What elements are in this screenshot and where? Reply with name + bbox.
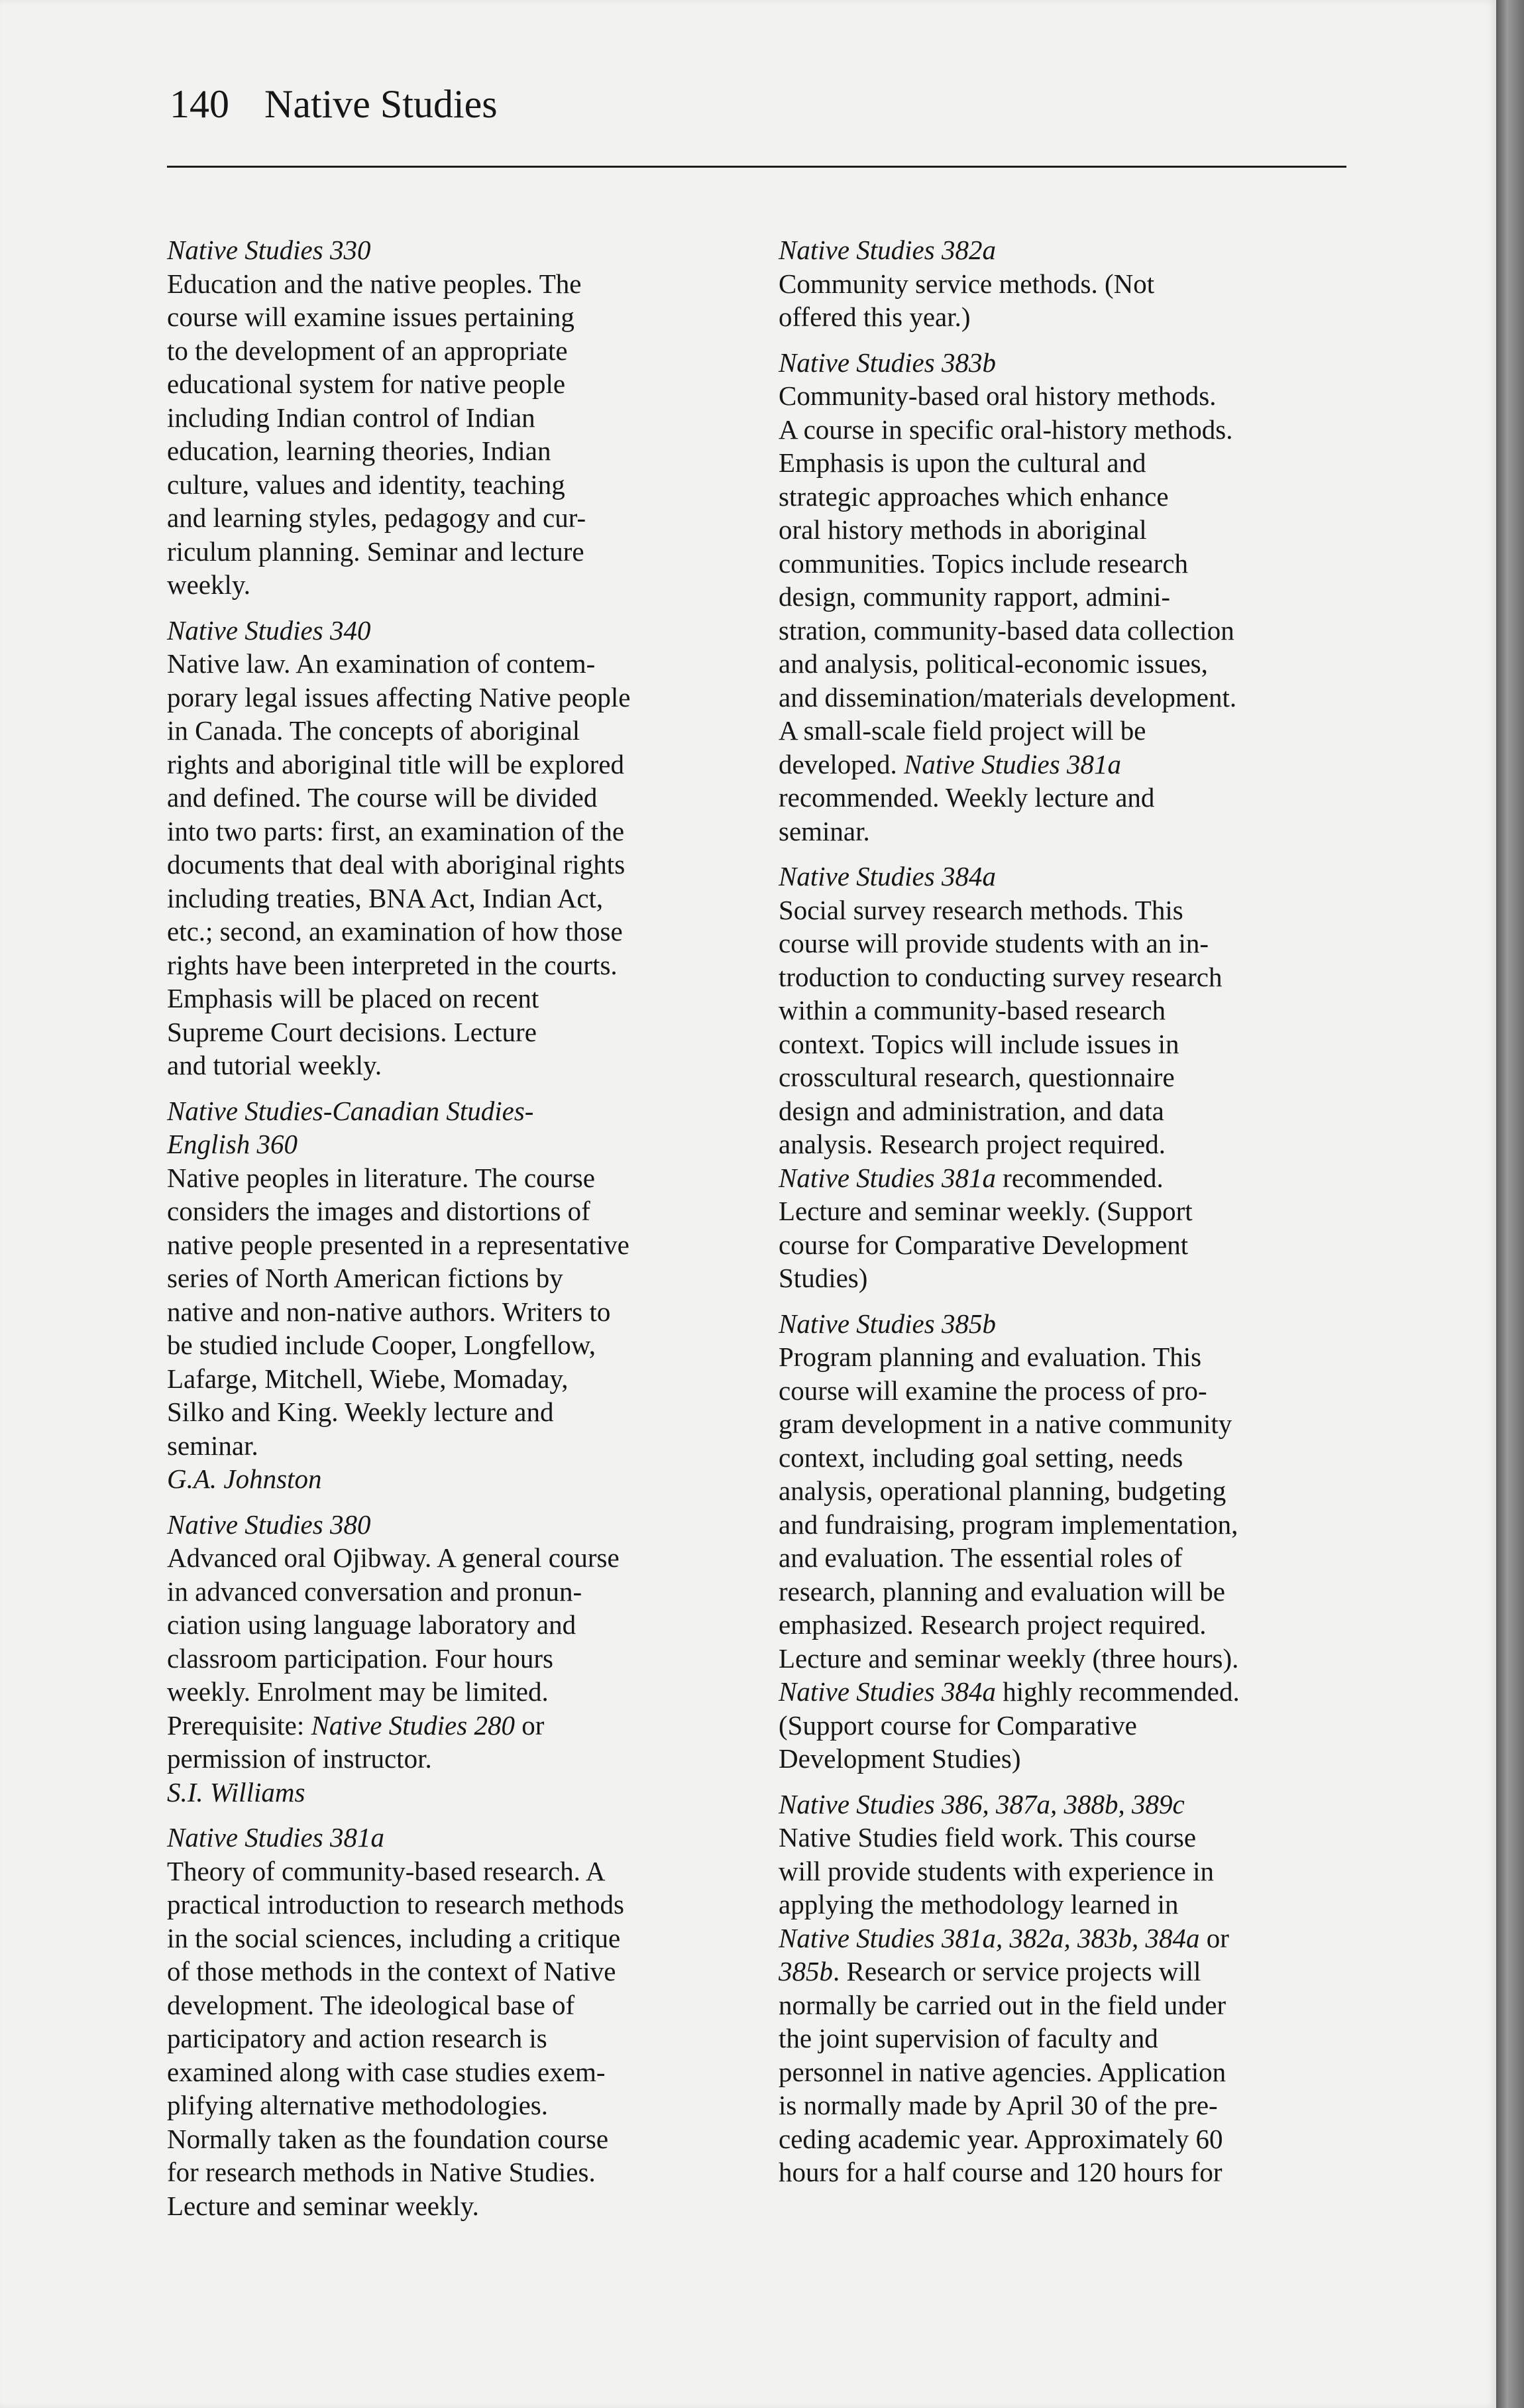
course-entry-330: [167, 233, 737, 602]
course-entry-380: [167, 1508, 737, 1809]
course-entry-381a: [167, 1821, 737, 2222]
description-text: . Research or service projects will normally be carried out in the field under the joint supervision of faculty and personnel in native agencies. Application is normally made by April 30 of the pre- ceding academic year. Approximately 60 hours for a half course and 120 hours for: [779, 1956, 1226, 2187]
course-entry-340: [167, 614, 737, 1082]
course-title: Native Studies 383b: [779, 347, 996, 378]
course-description: [167, 1541, 737, 1776]
course-title: Native Studies-Canadian Studies- English 360: [167, 1095, 534, 1159]
course-reference: Native Studies 280: [311, 1709, 515, 1741]
description-text: Advanced oral Ojibway. A general course in advanced conversation and pronun- ciation using language laboratory and classroom participation. Four hours weekly. Enrolment may be limited. Prerequisite:: [167, 1542, 620, 1741]
description-text: recommended. Lecture and seminar weekly. (Support course for Comparative Development Studies): [779, 1162, 1193, 1293]
course-title: Native Studies 382a: [779, 235, 996, 265]
description-text: Program planning and evaluation. This course will examine the process of pro- gram development in a native community context, including goal setting, needs analysis, operational planning, budgeting and fundraising, program implementation, and evaluation. The essential roles of research, planning and evaluation will be emphasized. Research project required. Lecture and seminar weekly (three hours).: [779, 1342, 1239, 1674]
course-title: Native Studies 340: [167, 614, 371, 646]
description-text: or: [1206, 1922, 1229, 1953]
course-instructor: S.I. Williams: [167, 1776, 305, 1807]
page-number: 140: [170, 82, 229, 126]
description-text: Community-based oral history methods. A course in specific oral-history methods. Emphasis is upon the cultural and strategic approaches which enhance oral history methods in aboriginal communities. Topics include research design, community rapport, admini- stration, community-based data collection and analysis, political-economic issues, and dissemination/materials development. A small-scale field project will be developed.: [779, 380, 1237, 779]
header-rule: [167, 166, 1346, 168]
course-description: Theory of community-based research. A practical introduction to research methods in the social sciences, including a critique of those methods in the context of Native development. The ideological base of participatory and action research is examined along with case studies exem- plifying alternative methodologies. Normally taken as the foundation course for research methods in Native Studies. Lecture and seminar weekly.: [167, 1855, 624, 2221]
course-title: Native Studies 385b: [779, 1308, 996, 1339]
course-reference: Native Studies 381a: [779, 1162, 996, 1193]
course-entry-360: [167, 1094, 737, 1496]
course-title: Native Studies 386, 387a, 388b, 389c: [779, 1788, 1185, 1819]
course-title: Native Studies 380: [167, 1509, 371, 1540]
course-entry-385b: [779, 1307, 1348, 1776]
description-text: or permission of instructor.: [167, 1709, 545, 1774]
course-description: Native law. An examination of contem- porary legal issues affecting Native people in Canada. The concepts of aboriginal rights and aboriginal title will be explored and defined. The course will be divided into two parts: first, an examination of the documents that deal with aboriginal rights including treaties, BNA Act, Indian Act, etc.; second, an examination of how those rights have been interpreted in the courts. Emphasis will be placed on recent Supreme Court decisions. Lecture and tutorial weekly.: [167, 648, 631, 1080]
course-instructor: G.A. Johnston: [167, 1463, 322, 1494]
page-edge-shadow: [1496, 0, 1524, 2408]
course-reference: 385b: [779, 1956, 833, 1986]
course-description: [779, 1821, 1348, 2189]
course-reference: Native Studies 381a, 382a, 383b, 384a: [779, 1922, 1200, 1953]
course-entry-384a: [779, 860, 1348, 1295]
description-text: Native Studies field work. This course will provide students with experience in applying the methodology learned in: [779, 1822, 1214, 1920]
running-head: [170, 74, 498, 134]
course-description: [779, 1340, 1348, 1776]
course-reference: Native Studies 381a: [903, 748, 1121, 779]
course-description: [779, 379, 1348, 848]
course-reference: Native Studies 384a: [779, 1676, 996, 1707]
course-title: Native Studies 381a: [167, 1822, 384, 1853]
course-entry-382a: [779, 233, 1348, 334]
section-title: Native Studies: [264, 82, 498, 126]
description-text: highly recommended. (Support course for Comparative Development Studies): [779, 1676, 1240, 1774]
course-title: Native Studies 384a: [779, 861, 996, 891]
course-description: Community service methods. (Not offered this year.): [779, 268, 1155, 332]
course-description: [779, 893, 1348, 1295]
course-description: Education and the native peoples. The course will examine issues pertaining to the development of an appropriate educational system for native people including Indian control of Indian education, learning theories, Indian culture, values and identity, teaching and learning styles, pedagogy and cur- riculum planning. Seminar and lecture weekly.: [167, 268, 586, 600]
course-entry-386: [779, 1788, 1348, 2189]
course-description: Native peoples in literature. The course considers the images and distortions of native people presented in a representative series of North American fictions by native and non-native authors. Writers to be studied include Cooper, Longfellow, Lafarge, Mitchell, Wiebe, Momaday, Silko and King. Weekly lecture and seminar.: [167, 1162, 629, 1461]
course-entry-383b: [779, 346, 1348, 848]
left-column: [167, 233, 737, 2234]
description-text: recommended. Weekly lecture and seminar.: [779, 782, 1155, 846]
course-title: Native Studies 330: [167, 235, 371, 265]
right-column: [779, 233, 1348, 2201]
description-text: Social survey research methods. This course will provide students with an in- troduction to conducting survey research within a community-based research context. Topics will include issues in crosscultural research, questionnaire design and administration, and data analysis. Research project required.: [779, 894, 1223, 1159]
